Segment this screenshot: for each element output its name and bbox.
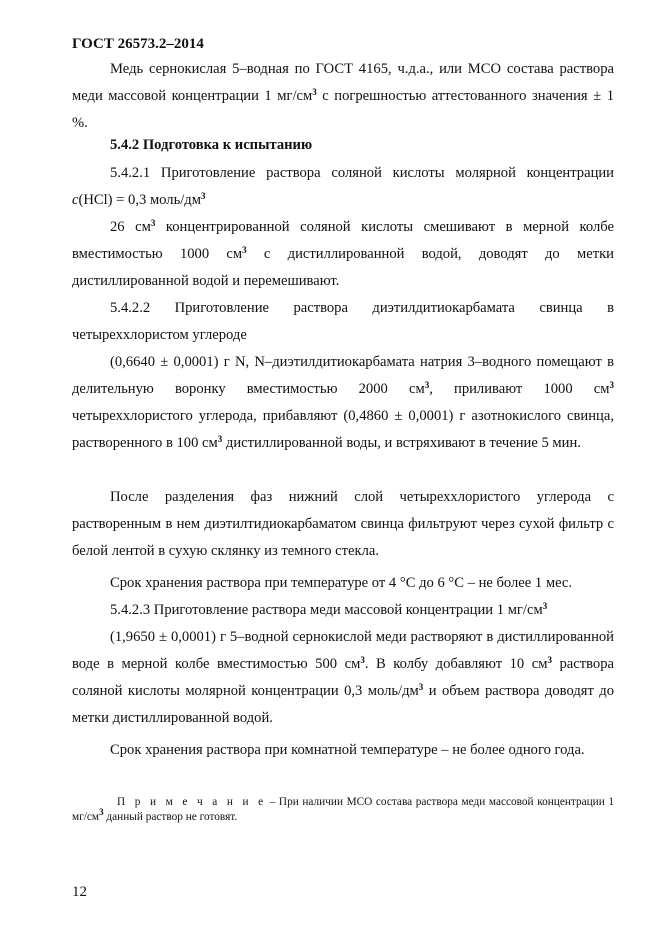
superscript: 3 xyxy=(99,807,104,817)
clause-5-4-2-1-body xyxy=(72,214,614,295)
superscript: 3 xyxy=(312,87,317,97)
superscript: 3 xyxy=(360,655,365,665)
clause-5-4-2-3-body xyxy=(72,624,614,732)
superscript: 3 xyxy=(424,380,430,390)
superscript: 3 xyxy=(418,682,424,692)
body-text: , приливают 1000 см xyxy=(429,381,610,397)
storage-paragraph-lead: Срок хранения раствора при температуре от 4 °С до 6 °С – не более 1 мес. xyxy=(110,575,573,591)
note-text: – При наличии МСО состава раствора меди массовой концентрации 1 мг/см xyxy=(72,796,615,823)
body-text: с дистиллированной водой, доводят до метки дистиллированной водой и перемешивают. xyxy=(72,246,614,289)
para1-text: Медь сернокислая 5–водная по ГОСТ 4165, ч.д.а., или МСО состава раствора меди массовой концентрации 1 мг/см xyxy=(72,61,614,104)
paragraph-copper-sulfate xyxy=(72,56,614,137)
body-text: 26 см xyxy=(110,219,151,235)
superscript: 3 xyxy=(609,380,614,390)
page-number: 12 xyxy=(72,884,87,900)
body-text: дистиллированной воды, и встряхивают в течение 5 мин. xyxy=(222,435,581,451)
superscript: 3 xyxy=(200,191,206,201)
clause-5-4-2-2-title: 5.4.2.2 Приготовление раствора диэтилдитиокарбамата свинца в четыреххлористом углероде xyxy=(72,300,614,343)
clause-text: 5.4.2.3 Приготовление раствора меди массовой концентрации 1 мг/см xyxy=(110,602,543,618)
storage-paragraph-copper: Срок хранения раствора при комнатной температуре – не более одного года. xyxy=(110,742,585,758)
clause-5-4-2-1-title xyxy=(72,160,614,214)
para1-tail: с погрешностью аттестованного значения ± 1 %. xyxy=(72,88,614,131)
note-label: П р и м е ч а н и е xyxy=(117,796,267,808)
note xyxy=(72,795,614,825)
body-text: . В колбу добавляют 10 см xyxy=(364,656,548,672)
body-text: четыреххлористого углерода, прибавляют (0,4860 ± 0,0001) г азотнокислого свинца, растворенного в 100 см xyxy=(72,408,614,451)
superscript: 3 xyxy=(542,601,548,611)
body-text: и объем раствора доводят до метки дистиллированной водой. xyxy=(72,683,614,726)
note-text: данный раствор не готовят. xyxy=(103,811,238,823)
body-text: (1,9650 ± 0,0001) г 5–водной сернокислой меди растворяют в дистиллированной воде в мерной колбе вместимостью 500 см xyxy=(72,629,614,672)
body-text: (0,6640 ± 0,0001) г N, N–диэтилдитиокарбамата натрия 3–водного помещают в делительную воронку вместимостью 2000 см xyxy=(72,354,614,397)
clause-text: 5.4.2.1 Приготовление раствора соляной кислоты молярной концентрации xyxy=(110,165,614,181)
body-text: концентрированной соляной кислоты смешивают в мерной колбе вместимостью 1000 см xyxy=(72,219,614,262)
phase-separation-paragraph: После разделения фаз нижний слой четыреххлористого углерода с растворенным в нем диэтилтидиокарбаматом свинца фильтруют через сухой фильтр с белой лентой в сухую склянку из темного стекла. xyxy=(72,489,614,559)
document-code-header: ГОСТ 26573.2–2014 xyxy=(72,36,204,52)
italic-c: c xyxy=(72,192,79,208)
superscript: 3 xyxy=(150,218,156,228)
clause-5-4-2-2-body xyxy=(72,349,614,457)
section-heading: 5.4.2 Подготовка к испытанию xyxy=(110,137,313,153)
superscript: 3 xyxy=(217,434,223,444)
clause-text: (HCl) = 0,3 моль/дм xyxy=(78,192,201,208)
superscript: 3 xyxy=(547,655,552,665)
body-text: раствора соляной кислоты молярной концентрации 0,3 моль/дм xyxy=(72,656,614,699)
clause-5-4-2-3-title xyxy=(72,597,614,624)
superscript: 3 xyxy=(242,245,247,255)
